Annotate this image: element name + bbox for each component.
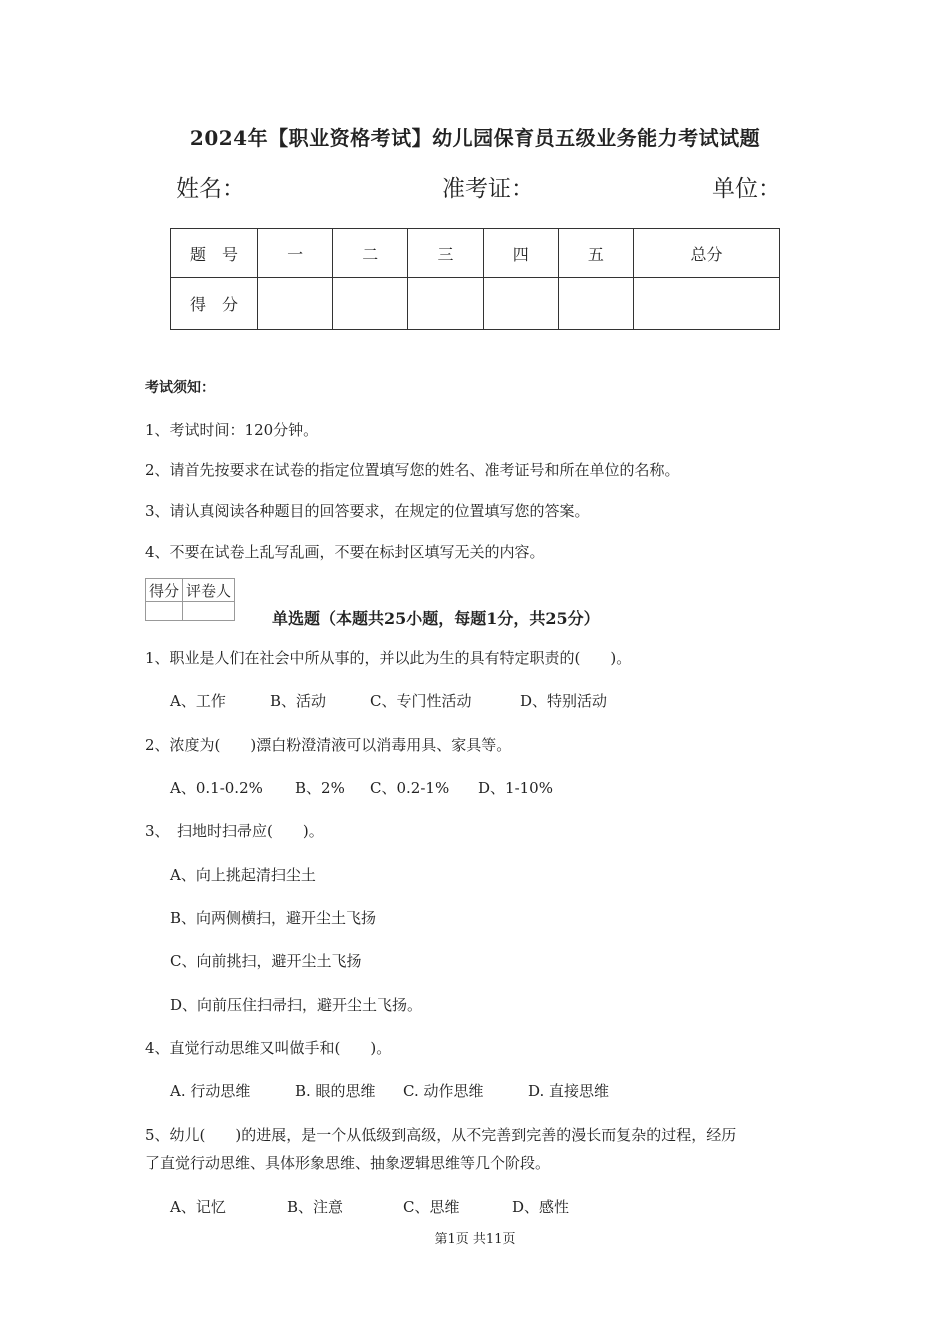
notice-heading: 考试须知：	[145, 380, 215, 396]
option: B、向两侧横扫，避开尘土飞扬	[170, 909, 377, 927]
notice-item: 3、请认真阅读各种题目的回答要求，在规定的位置填写您的答案。	[145, 502, 590, 520]
option: A、记忆	[170, 1198, 226, 1216]
option: A、0.1-0.2%	[170, 779, 263, 797]
question-stem: 1、职业是人们在社会中所从事的，并以此为生的具有特定职责的( )。	[145, 649, 632, 667]
option: A. 行动思维	[170, 1082, 251, 1100]
question-stem-continued: 了直觉行动思维、具体形象思维、抽象逻辑思维等几个阶段。	[145, 1154, 551, 1172]
score-cell	[634, 278, 780, 330]
score-table-header-row	[171, 229, 780, 278]
option: D、1-10%	[478, 779, 553, 797]
exam-id-field-label: 准考证：	[442, 176, 534, 202]
score-header-cell: 题 号	[171, 229, 258, 278]
section-title: 单选题（本题共25小题，每题1分，共25分）	[272, 609, 600, 628]
score-cell	[333, 278, 408, 330]
score-header-cell: 四	[483, 229, 558, 278]
option: D. 直接思维	[528, 1082, 610, 1100]
notice-item: 4、不要在试卷上乱写乱画，不要在标封区填写无关的内容。	[145, 543, 545, 561]
option: C、思维	[403, 1198, 460, 1216]
option: B. 眼的思维	[295, 1082, 376, 1100]
score-header-cell: 总分	[634, 229, 780, 278]
score-header-cell: 二	[333, 229, 408, 278]
option: B、注意	[287, 1198, 344, 1216]
grader-score-cell	[146, 602, 183, 621]
score-header-cell: 一	[258, 229, 333, 278]
option: B、活动	[270, 692, 327, 710]
score-table	[170, 228, 780, 330]
notice-item: 1、考试时间：120分钟。	[145, 421, 319, 439]
option: C、0.2-1%	[370, 779, 450, 797]
score-cell	[483, 278, 558, 330]
unit-field-label: 单位：	[712, 176, 781, 202]
option: C、专门性活动	[370, 692, 472, 710]
grader-box-blank	[146, 602, 235, 621]
option: B、2%	[295, 779, 345, 797]
exam-title: 2024年【职业资格考试】幼儿园保育员五级业务能力考试试题	[189, 126, 761, 150]
page-footer: 第1页 共11页	[434, 1232, 516, 1247]
score-row-label: 得 分	[171, 278, 258, 330]
question-stem: 3、 扫地时扫帚应( )。	[145, 822, 324, 840]
score-table-score-row	[171, 278, 780, 330]
notice-item: 2、请首先按要求在试卷的指定位置填写您的姓名、准考证号和所在单位的名称。	[145, 461, 680, 479]
score-header-cell: 五	[558, 229, 633, 278]
grader-name-label: 评卷人	[183, 579, 235, 602]
score-header-cell: 三	[408, 229, 483, 278]
grader-box-header	[146, 579, 235, 602]
name-field-label: 姓名：	[176, 176, 245, 202]
option: D、感性	[512, 1198, 570, 1216]
option: D、特别活动	[520, 692, 608, 710]
grader-box	[145, 578, 235, 621]
option: C、向前挑扫，避开尘土飞扬	[170, 952, 362, 970]
option: C. 动作思维	[403, 1082, 484, 1100]
option: D、向前压住扫帚扫，避开尘土飞扬。	[170, 996, 423, 1014]
grader-name-cell	[183, 602, 235, 621]
option: A、向上挑起清扫尘土	[170, 866, 316, 884]
score-cell	[558, 278, 633, 330]
score-cell	[408, 278, 483, 330]
question-stem: 4、直觉行动思维又叫做手和( )。	[145, 1039, 392, 1057]
question-stem: 2、浓度为( )漂白粉澄清液可以消毒用具、家具等。	[145, 736, 512, 754]
option: A、工作	[170, 692, 226, 710]
grader-score-label: 得分	[146, 579, 183, 602]
question-stem: 5、幼儿( )的进展，是一个从低级到高级，从不完善到完善的漫长而复杂的过程，经历	[145, 1126, 737, 1144]
score-cell	[258, 278, 333, 330]
